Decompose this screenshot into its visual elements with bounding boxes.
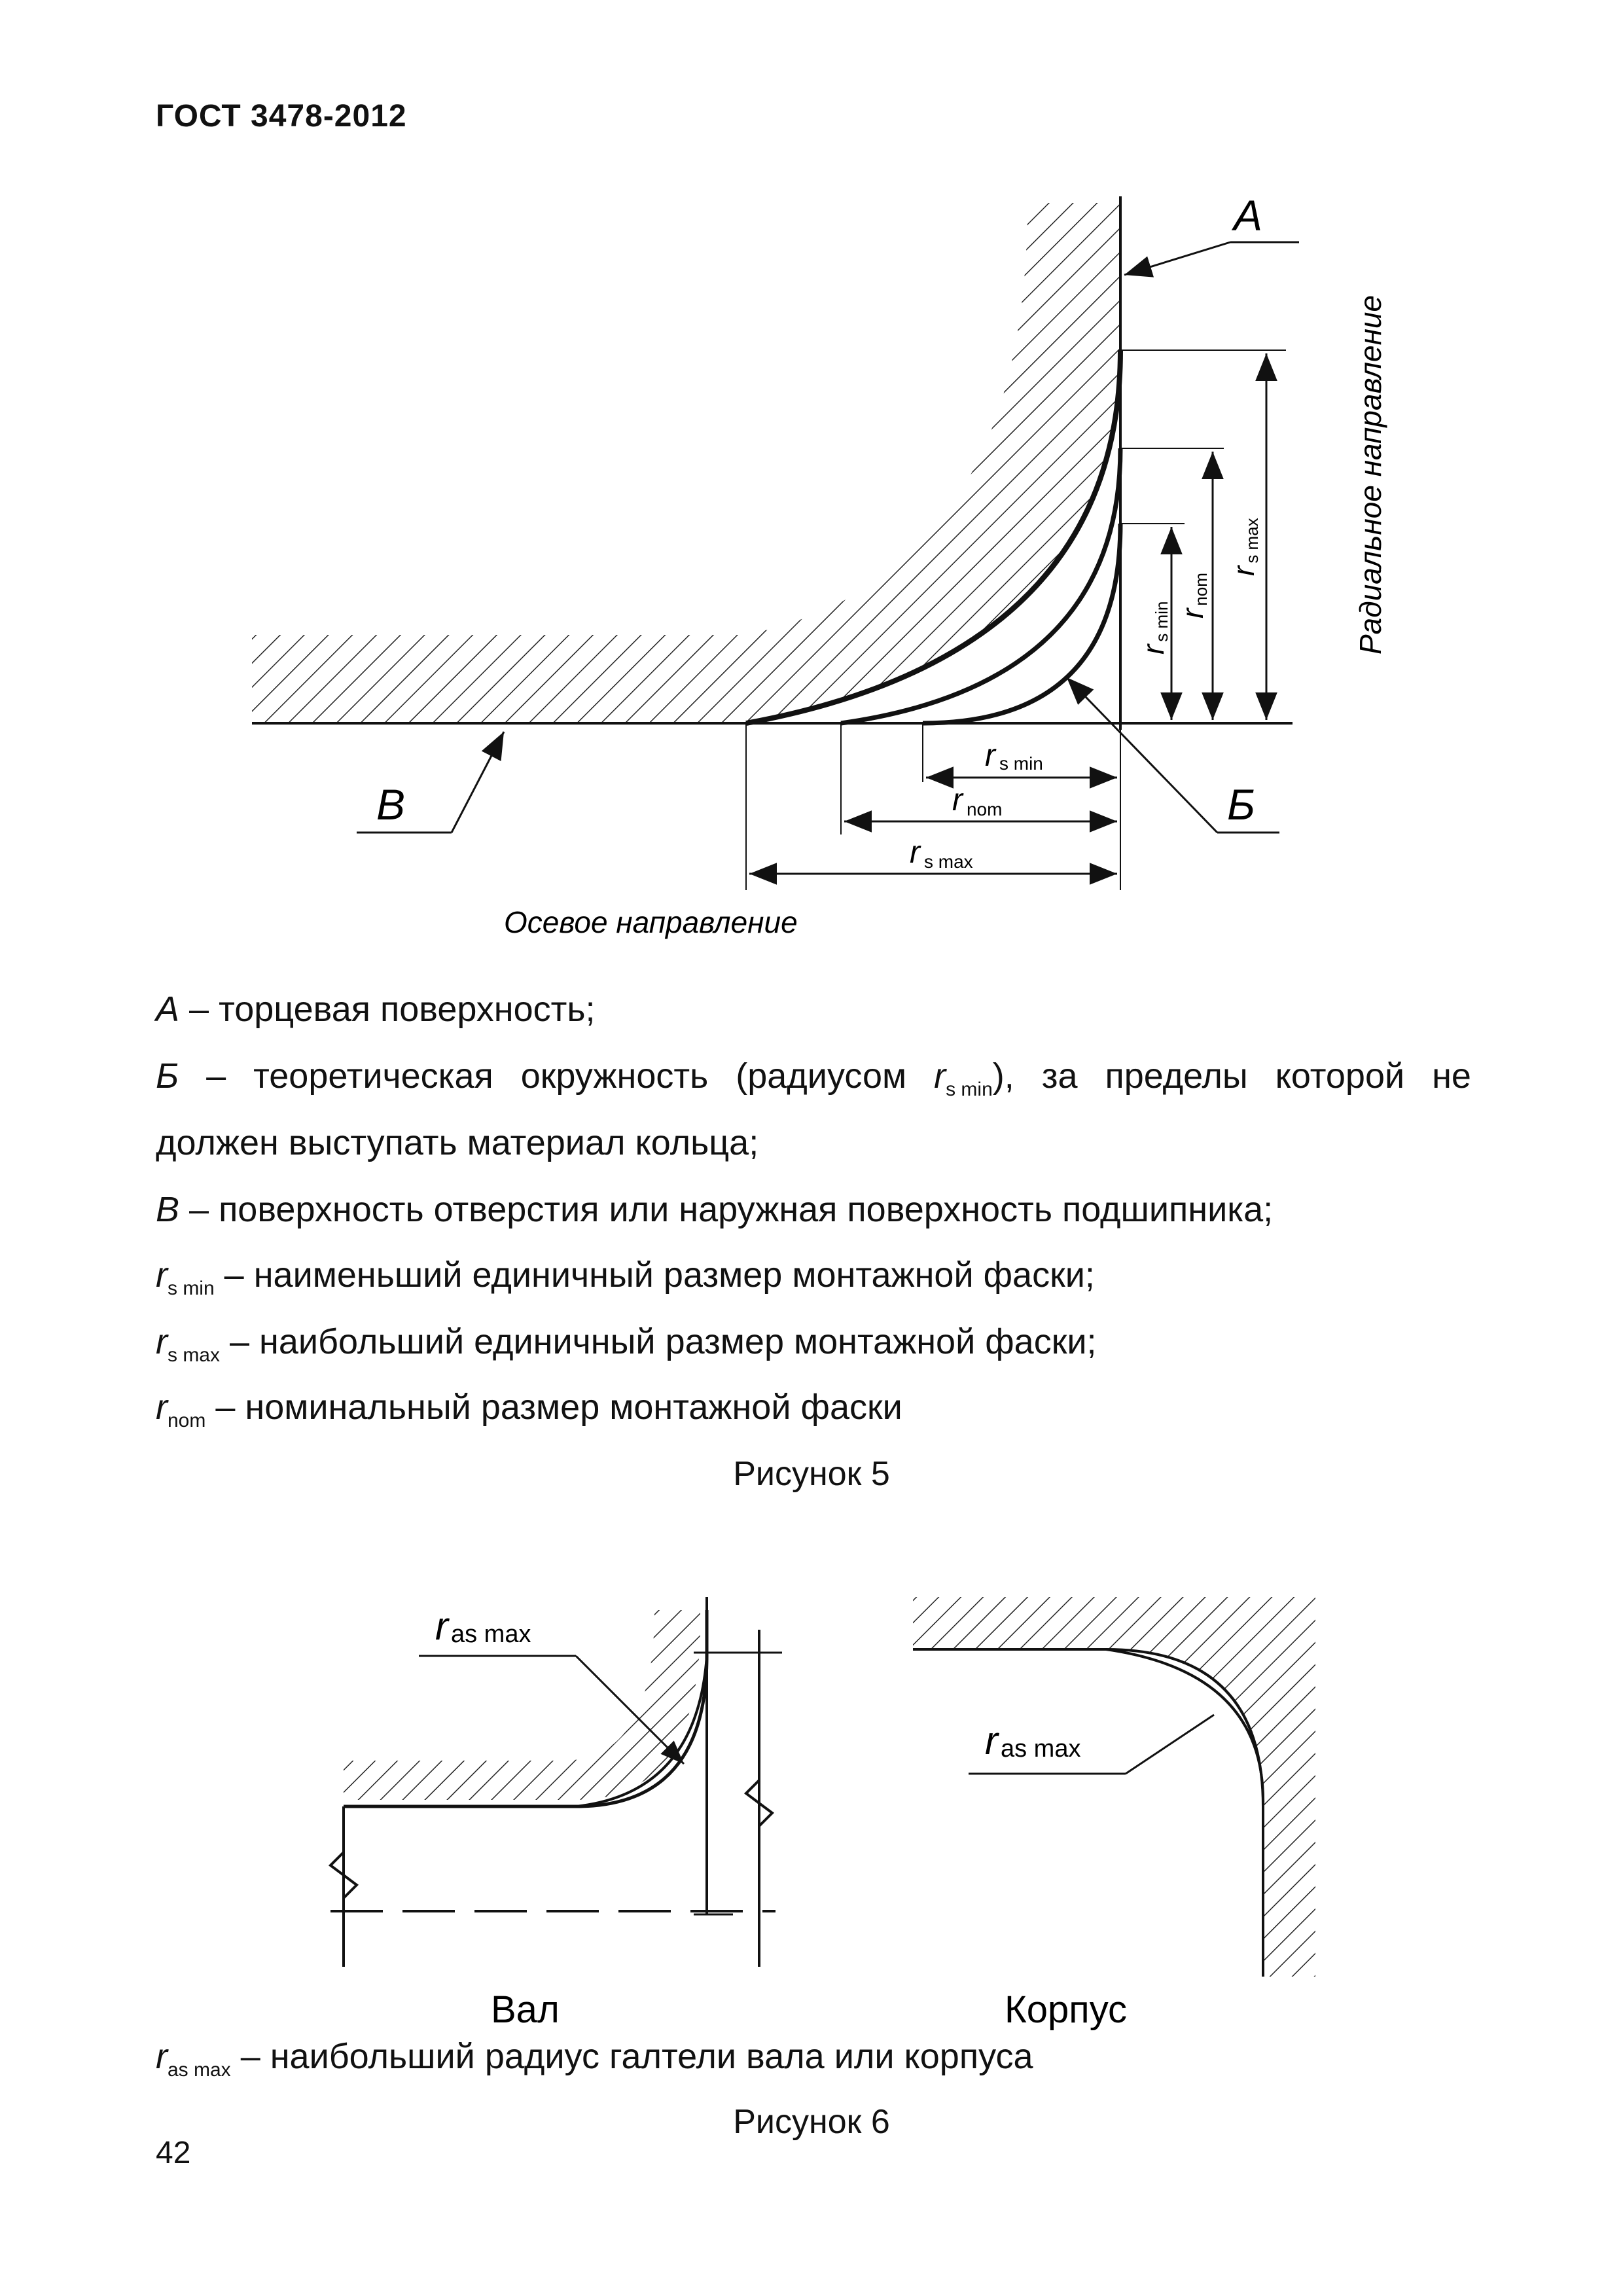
shaft-label: Вал [491, 1988, 560, 2031]
dim-label-rs-min-h: rs min [985, 738, 1043, 774]
label-A: А [1234, 191, 1263, 240]
legend-item-ras-max: $r_{as max}$ – наибольший радиус галтели вала или корпуса [156, 2037, 1033, 2081]
dim-label-rs-max-v [1226, 518, 1262, 576]
label-B-cyr: Б [1227, 780, 1255, 829]
figure-5-caption: Рисунок 5 [733, 1455, 890, 1493]
figure-5-drawing [0, 0, 1623, 969]
legend-item-rs-max: $r_{s max}$ – наибольший единичный размер монтажной фаски; [156, 1322, 1097, 1366]
radial-direction-label: Радиальное направление [1353, 295, 1387, 655]
label-V: В [376, 780, 406, 829]
page-number: 42 [156, 2136, 191, 2170]
legend-item-V: В – поверхность отверстия или наружная поверхность подшипника; [156, 1190, 1274, 1229]
document-header: ГОСТ 3478-2012 [156, 99, 407, 134]
legend-item-B-line2: должен выступать материал кольца; [156, 1123, 759, 1162]
dim-label-rnom-v [1175, 573, 1211, 619]
dim-label-rnom-h: rnom [952, 783, 1003, 819]
housing-label: Корпус [1005, 1988, 1128, 2031]
legend-item-B-line1: Б – теоретическая окружность (радиусом $r_{s min}$), за пределы которой не [156, 1056, 1471, 1100]
svg-text:rnom: rnom [1175, 573, 1211, 619]
legend-item-rs-min: $r_{s min}$ – наименьший единичный размер монтажной фаски; [156, 1255, 1095, 1299]
legend-item-A: А – торцевая поверхность; [156, 990, 596, 1029]
dim-label-rs-max-h: rs max [910, 835, 973, 872]
legend-item-rnom: $r_{nom}$ – номинальный размер монтажной фаски [156, 1388, 902, 1431]
svg-text:rs max: rs max [1226, 518, 1262, 576]
svg-text:rs min: rs min [1136, 601, 1171, 655]
figure-6-drawing [0, 1558, 1623, 2042]
housing-r-label: ras max [985, 1719, 1081, 1763]
hatched-material-region [252, 203, 1120, 723]
shaft-r-label: ras max [435, 1604, 531, 1648]
housing-drawing [913, 1597, 1315, 1977]
figure-6-caption: Рисунок 6 [733, 2103, 890, 2141]
dim-label-rs-min-v [1136, 601, 1171, 655]
axial-direction-label: Осевое направление [504, 905, 798, 939]
shaft-drawing [330, 1597, 782, 1967]
housing-hatch [913, 1597, 1315, 1977]
